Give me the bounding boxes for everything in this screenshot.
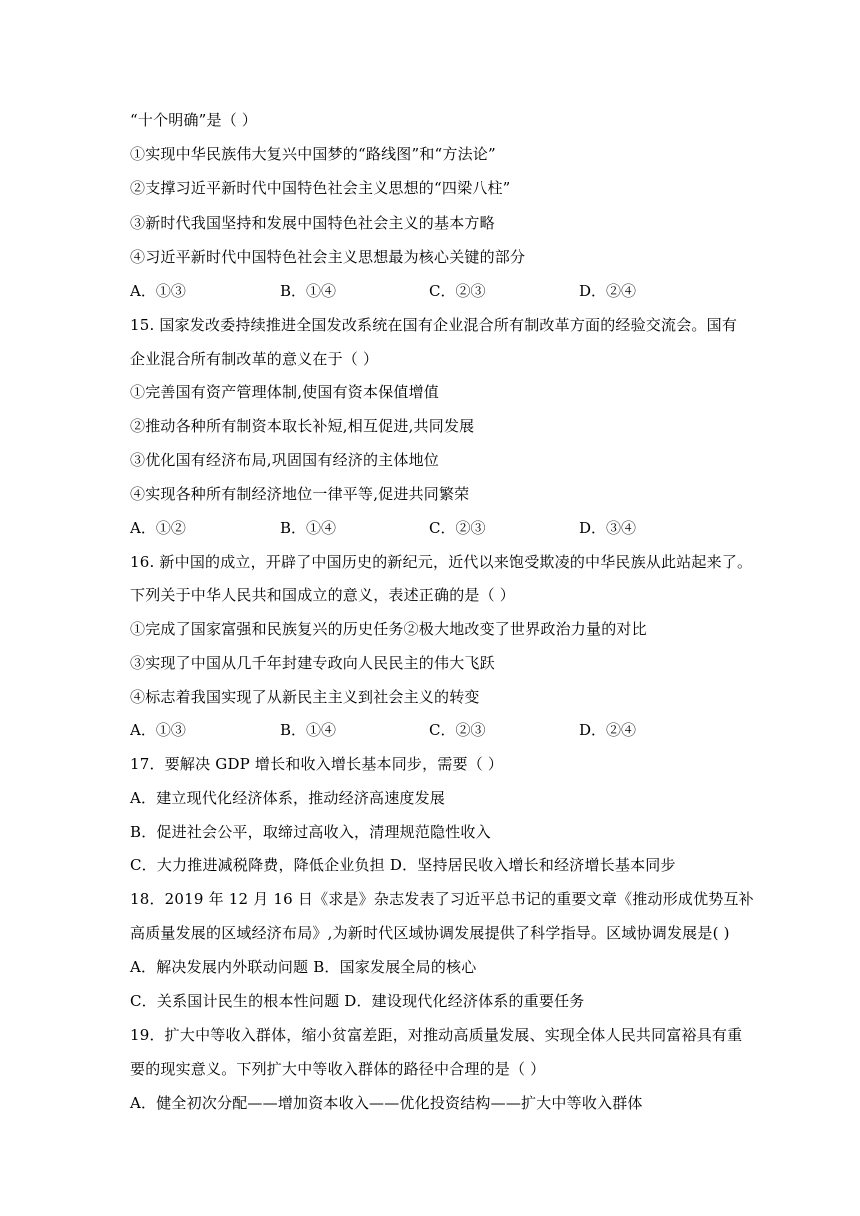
q16-option-b[interactable]: B．①④: [280, 721, 337, 739]
q17-option-c-d[interactable]: C．大力推进减税降费，降低企业负担 D．坚持居民收入增长和经济增长基本同步: [130, 856, 676, 874]
q15-item-4: ④实现各种所有制经济地位一律平等,促进共同繁荣: [130, 485, 470, 503]
q18-stem-line-1: 18．2019 年 12 月 16 日《求是》杂志发表了习近平总书记的重要文章《推动形成优势互补: [130, 890, 754, 908]
q16-stem-line-1: 16. 新中国的成立，开辟了中国历史的新纪元，近代以来饱受欺凌的中华民族从此站起来了。: [130, 553, 753, 571]
q15-option-c[interactable]: C．②③: [429, 519, 486, 537]
q14-option-d[interactable]: D．②④: [579, 282, 637, 300]
q16-stem-line-2: 下列关于中华人民共和国成立的意义，表述正确的是（ ）: [130, 586, 515, 604]
q15-item-3: ③优化国有经济布局,巩固国有经济的主体地位: [130, 451, 439, 469]
q14-option-b[interactable]: B．①④: [280, 282, 337, 300]
q14-stem-tail: “十个明确”是（ ）: [130, 111, 258, 129]
q14-item-1: ①实现中华民族伟大复兴中国梦的“路线图”和“方法论”: [130, 145, 496, 163]
q17-option-b[interactable]: B．促进社会公平，取缔过高收入，清理规范隐性收入: [130, 823, 491, 841]
q14-item-4: ④习近平新时代中国特色社会主义思想最为核心关键的部分: [130, 248, 526, 266]
q15-stem-line-1: 15. 国家发改委持续推进全国发改系统在国有企业混合所有制改革方面的经验交流会。国有: [130, 316, 738, 334]
q14-option-c[interactable]: C．②③: [429, 282, 486, 300]
q14-item-2: ②支撑习近平新时代中国特色社会主义思想的“四梁八柱”: [130, 179, 511, 197]
q16-item-3: ③实现了中国从几千年封建专政向人民民主的伟大飞跃: [130, 654, 495, 672]
q16-item-1-2: ①完成了国家富强和民族复兴的历史任务②极大地改变了世界政治力量的对比: [130, 620, 647, 638]
q18-option-c-d[interactable]: C．关系国计民生的根本性问题 D．建设现代化经济体系的重要任务: [130, 992, 585, 1010]
q19-stem-line-1: 19．扩大中等收入群体，缩小贫富差距，对推动高质量发展、实现全体人民共同富裕具有重: [130, 1026, 743, 1044]
q18-option-a-b[interactable]: A．解决发展内外联动问题 B．国家发展全局的核心: [130, 958, 477, 976]
q16-option-a[interactable]: A．①③: [130, 721, 186, 739]
q17-stem: 17．要解决 GDP 增长和收入增长基本同步，需要（ ）: [130, 755, 504, 773]
q17-option-a[interactable]: A．建立现代化经济体系，推动经济高速度发展: [130, 789, 446, 807]
q16-option-d[interactable]: D．②④: [579, 721, 637, 739]
q16-item-4: ④标志着我国实现了从新民主主义到社会主义的转变: [130, 688, 480, 706]
q18-stem-line-2: 高质量发展的区域经济布局》,为新时代区域协调发展提供了科学指导。区域协调发展是( ): [130, 924, 730, 942]
q15-stem-line-2: 企业混合所有制改革的意义在于（ ）: [130, 350, 379, 368]
q16-options: [130, 720, 730, 740]
q15-option-b[interactable]: B．①④: [280, 519, 337, 537]
q14-options: [130, 281, 730, 301]
q14-item-3: ③新时代我国坚持和发展中国特色社会主义的基本方略: [130, 214, 495, 232]
q15-option-d[interactable]: D．③④: [579, 519, 637, 537]
q16-option-c[interactable]: C．②③: [429, 721, 486, 739]
q14-option-a[interactable]: A．①③: [130, 282, 186, 300]
q15-option-a[interactable]: A．①②: [130, 519, 186, 537]
q15-options: [130, 518, 730, 538]
q19-option-a[interactable]: A．健全初次分配——增加资本收入——优化投资结构——扩大中等收入群体: [130, 1094, 643, 1112]
q15-item-2: ②推动各种所有制资本取长补短,相互促进,共同发展: [130, 417, 475, 435]
q15-item-1: ①完善国有资产管理体制,使国有资本保值增值: [130, 383, 439, 401]
q19-stem-line-2: 要的现实意义。下列扩大中等收入群体的路径中合理的是（ ）: [130, 1060, 546, 1078]
